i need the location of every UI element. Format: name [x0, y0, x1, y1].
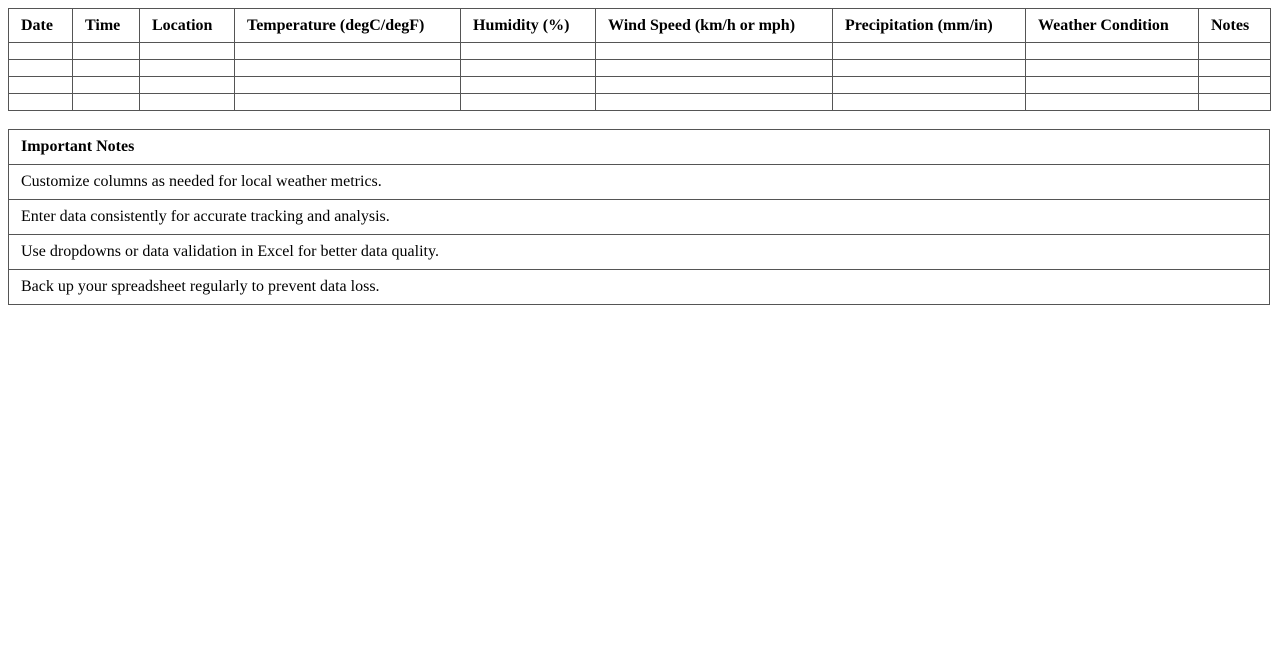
table-cell[interactable] — [73, 60, 140, 77]
table-cell[interactable] — [1026, 94, 1199, 111]
column-header-humidity: Humidity (%) — [461, 9, 596, 43]
table-cell[interactable] — [1199, 77, 1271, 94]
table-row — [9, 60, 1271, 77]
table-cell[interactable] — [1026, 43, 1199, 60]
column-header-location: Location — [140, 9, 235, 43]
notes-title: Important Notes — [9, 130, 1270, 165]
table-cell[interactable] — [596, 77, 833, 94]
weather-log-table — [8, 8, 1271, 111]
page — [0, 0, 1278, 305]
table-row — [9, 43, 1271, 60]
table-cell[interactable] — [73, 77, 140, 94]
important-notes-table — [8, 129, 1270, 305]
note-row — [9, 235, 1270, 270]
table-cell[interactable] — [9, 77, 73, 94]
table-cell[interactable] — [235, 60, 461, 77]
table-cell[interactable] — [140, 43, 235, 60]
table-cell[interactable] — [461, 43, 596, 60]
table-row — [9, 77, 1271, 94]
column-header-temperature: Temperature (degC/degF) — [235, 9, 461, 43]
table-cell[interactable] — [833, 77, 1026, 94]
note-item: Back up your spreadsheet regularly to prevent data loss. — [9, 270, 1270, 305]
table-cell[interactable] — [461, 60, 596, 77]
table-cell[interactable] — [235, 94, 461, 111]
column-header-wind-speed: Wind Speed (km/h or mph) — [596, 9, 833, 43]
note-row — [9, 270, 1270, 305]
note-row — [9, 165, 1270, 200]
table-cell[interactable] — [596, 43, 833, 60]
header-row — [9, 9, 1271, 43]
table-cell[interactable] — [833, 94, 1026, 111]
table-cell[interactable] — [1199, 94, 1271, 111]
table-cell[interactable] — [596, 60, 833, 77]
note-item: Use dropdowns or data validation in Excel for better data quality. — [9, 235, 1270, 270]
table-cell[interactable] — [140, 77, 235, 94]
table-cell[interactable] — [235, 43, 461, 60]
table-cell[interactable] — [9, 43, 73, 60]
table-cell[interactable] — [140, 60, 235, 77]
table-cell[interactable] — [461, 77, 596, 94]
table-cell[interactable] — [9, 94, 73, 111]
column-header-notes: Notes — [1199, 9, 1271, 43]
table-cell[interactable] — [596, 94, 833, 111]
table-cell[interactable] — [235, 77, 461, 94]
table-cell[interactable] — [1026, 60, 1199, 77]
table-cell[interactable] — [1199, 43, 1271, 60]
note-item: Customize columns as needed for local weather metrics. — [9, 165, 1270, 200]
column-header-date: Date — [9, 9, 73, 43]
table-cell[interactable] — [73, 94, 140, 111]
column-header-weather-condition: Weather Condition — [1026, 9, 1199, 43]
notes-header-row — [9, 130, 1270, 165]
table-cell[interactable] — [1026, 77, 1199, 94]
column-header-time: Time — [73, 9, 140, 43]
table-cell[interactable] — [73, 43, 140, 60]
table-cell[interactable] — [833, 43, 1026, 60]
table-cell[interactable] — [1199, 60, 1271, 77]
table-cell[interactable] — [9, 60, 73, 77]
note-item: Enter data consistently for accurate tracking and analysis. — [9, 200, 1270, 235]
table-cell[interactable] — [833, 60, 1026, 77]
column-header-precipitation: Precipitation (mm/in) — [833, 9, 1026, 43]
table-row — [9, 94, 1271, 111]
table-cell[interactable] — [461, 94, 596, 111]
table-cell[interactable] — [140, 94, 235, 111]
note-row — [9, 200, 1270, 235]
